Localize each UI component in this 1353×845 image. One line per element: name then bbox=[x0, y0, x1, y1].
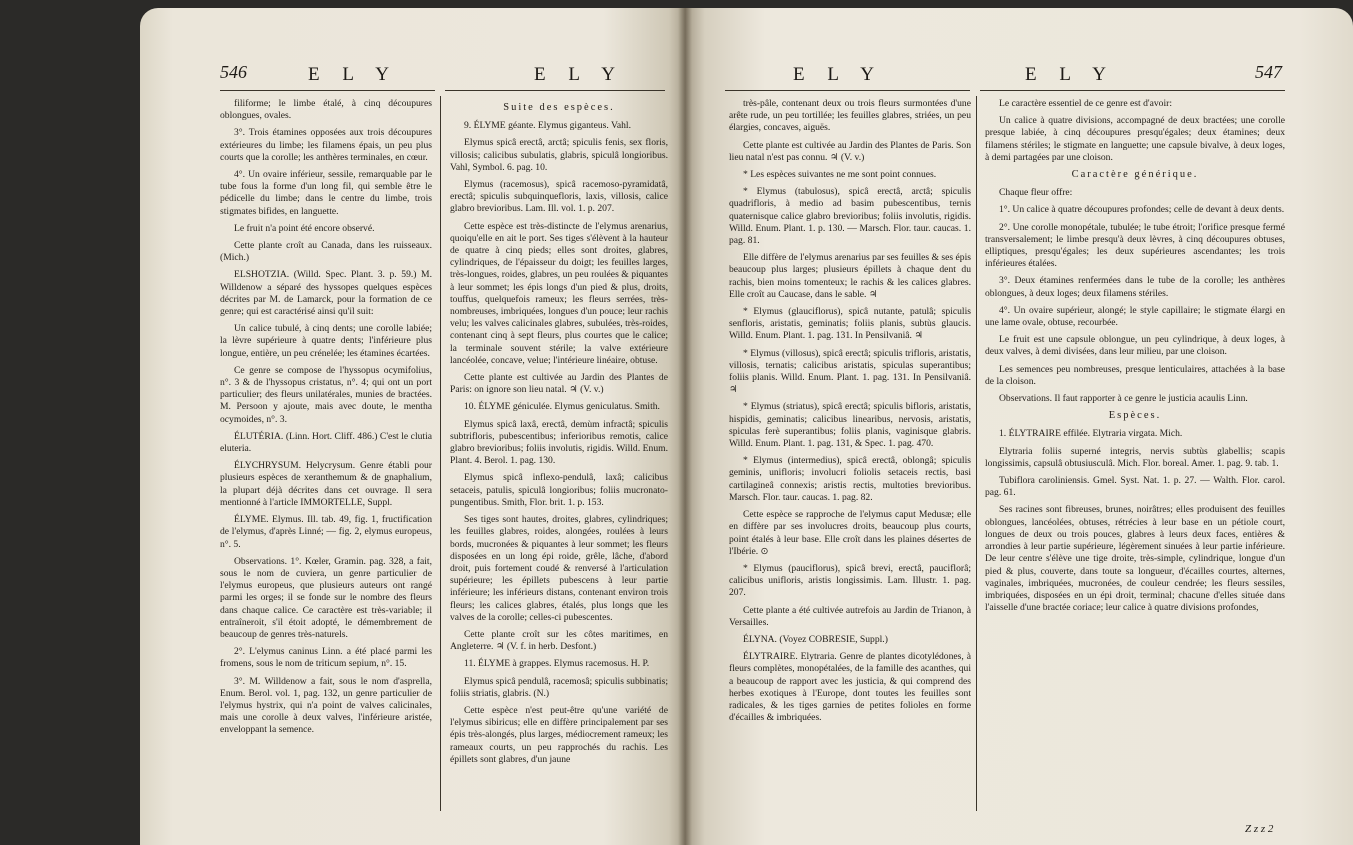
paragraph: Cette plante est cultivée au Jardin des Plantes de Paris. Son lieu natal n'est pas connu. ♃ (V. v.) bbox=[729, 139, 971, 163]
text-column-1 bbox=[220, 98, 432, 742]
paragraph: ÉLYME. Elymus. Ill. tab. 49, fig. 1, fructification de l'elymus, d'après Linné; — fig. 2, elymus europeus, n°. 5. bbox=[220, 514, 432, 550]
paragraph: Le caractère essentiel de ce genre est d'avoir: bbox=[999, 98, 1172, 109]
paragraph: 9. ÉLYME géante. Elymus giganteus. Vahl. bbox=[464, 120, 631, 132]
paragraph: ÉLYNA. (Voyez COBRESIE, Suppl.) bbox=[743, 633, 888, 645]
paragraph: Elymus spicâ pendulâ, racemosâ; spiculis subbinatis; foliis striatis, glabris. (N.) bbox=[450, 675, 668, 699]
paragraph: 2°. Une corolle monopétale, tubulée; le tube étroit; l'orifice presque fermé transversalement; le limbe presqu'à deux lèvres, à cinq découpures obtuses, elliptiques, presqu'égales; les deux supérieures ascendantes; les trois inférieures étalées. bbox=[985, 221, 1285, 270]
paragraph: Elymus spicâ inflexo-pendulâ, laxâ; calicibus setaceis, patulis, spiculâ longioribus; foliis mucronato-pungentibus. Smith, Flor. brit. 1. p. 153. bbox=[450, 472, 668, 508]
header-rule bbox=[725, 90, 970, 91]
section-heading: Caractère générique. bbox=[1071, 169, 1199, 181]
running-head-left-col: E L Y bbox=[308, 64, 399, 85]
paragraph: Chaque fleur offre: bbox=[999, 187, 1073, 199]
paragraph: Elymus spicâ laxâ, erectâ, demùm infractâ; spiculis subtrifloris, pubescentibus; inferioribus remotis, calice glabro brevioribus; foliis involutis, rigidis. Willd. Enum. Plant. 4. Berol. 1. pag. 130. bbox=[450, 418, 668, 467]
paragraph: * Elymus (striatus), spicâ erectâ; spiculis bifloris, aristatis, hispidis, geminatis; calicibus linearibus, nervosis, aristatis, spiculas ferè superantibus; foliis planis, vaginisque glabris. Willd. Enum. Plant. 1. pag. 131, & Spec. 1. pag. 470. bbox=[729, 401, 971, 450]
paragraph: Cette plante croît au Canada, dans les ruisseaux. (Mich.) bbox=[220, 240, 432, 264]
paragraph: 3°. M. Willdenow a fait, sous le nom d'asprella, Enum. Berol. vol. 1, pag. 132, un genre particulier de l'elymus hystrix, qui n'a point de valves calicinales, mais une corolle à deux valves, l'inférieure aristée, enveloppant la semence. bbox=[220, 675, 432, 736]
text-column-3 bbox=[729, 98, 971, 729]
header-rule bbox=[445, 90, 665, 91]
running-head-right-col: E L Y bbox=[1025, 64, 1116, 85]
paragraph: Le fruit n'a point été encore observé. bbox=[234, 222, 375, 234]
signature-mark: Z z z 2 bbox=[1245, 823, 1274, 835]
paragraph: Le fruit est une capsule oblongue, un peu cylindrique, à deux loges, à deux valves, à demi divisées, dans leur milieu, par une cloison. bbox=[985, 334, 1285, 358]
page-number-right: 547 bbox=[1255, 62, 1282, 82]
paragraph: Observations. Il faut rapporter à ce genre le justicia acaulis Linn. bbox=[999, 393, 1248, 405]
running-head-left-col: E L Y bbox=[793, 64, 884, 85]
column-divider bbox=[976, 96, 977, 811]
paragraph: Ce genre se compose de l'hyssopus ocymifolius, n°. 3 & de l'hyssopus cristatus, n°. 4; qui ont un port particulier; des fleurs unilatérales, munies de bractées. M. Persoon y ajoute, mais avec doute, le mentha ocymoides, n°. 3. bbox=[220, 364, 432, 425]
paragraph: Cette plante est cultivée au Jardin des Plantes de Paris: on ignore son lieu natal. ♃ (V. v.) bbox=[450, 372, 668, 396]
paragraph: Cette espèce est très-distincte de l'elymus arenarius, quoiqu'elle en ait le port. Ses tiges s'élèvent à la hauteur de quatre à cinq pieds; elles sont droites, glabres, cylindriques, de l'épaisseur du doigt; les feuilles larges, très-longues, roides, glabres, un peu roulées & piquantes à leur sommet; les épis longs d'un pied & plus, droits, touffus, quelquefois rameux; les fleurs serrées, très-nombreuses, imbriquées, longues d'un pouce; leur rachis velu; les valves calicinales glabres, subulées, très-roides, contenant cinq à sept fleurs, plus courtes que le calice; la terminale souvent stérile; la valve extérieure lancéolée, concave, velue; l'intérieure linéaire, obtuse. bbox=[450, 220, 668, 366]
paragraph: 1°. Un calice à quatre découpures profondes; celle de devant à deux dents. bbox=[999, 204, 1285, 216]
paragraph: 10. ÉLYME géniculée. Elymus geniculatus. Smith. bbox=[464, 401, 660, 413]
paragraph: * Elymus (glauciflorus), spicâ nutante, patulâ; spiculis senfloris, aristatis, geminatis; foliis planis, subtùs glaucis. Willd. Enum. Plant. 1. pag. 131. In Pensilvaniâ. ♃ bbox=[729, 306, 971, 342]
paragraph: Elytraria foliis superné integris, nervis subtùs glabellis; scapis longissimis, capsulâ obtusiusculâ. Mich. Flor. boreal. Amer. 1. pag. 9. tab. 1. bbox=[985, 445, 1285, 469]
section-heading: Espèces. bbox=[1108, 410, 1162, 422]
paragraph: ÉLYCHRYSUM. Helycrysum. Genre établi pour plusieurs espèces de xeranthemum & de gnaphalium, la plupart déjà décrites dans cet ouvrage. Il sera mentionné à l'article IMMORTELLE, Suppl. bbox=[220, 460, 432, 508]
left-page bbox=[140, 8, 685, 845]
paragraph: 3°. Deux étamines renfermées dans le tube de la corolle; les anthères oblongues, à deux loges; deux filamens stériles. bbox=[985, 275, 1285, 299]
page-number-left: 546 bbox=[220, 62, 247, 82]
paragraph: Ses tiges sont hautes, droites, glabres, cylindriques; les feuilles glabres, roides, alongées, roulées à leurs bords, mucronées & piquantes à leur sommet; les fleurs disposées en un long épi roide, grêle, lâche, d'abord droit, puis fortement coudé & renversé à l'articulation supérieure; les épillets pubescens à leur partie inférieure; les inférieurs distans, contenant environ trois fleurs; les calices glabres, étalés, plus longs que les valves de la corolle; celles-ci pubescentes. bbox=[450, 514, 668, 623]
paragraph: 1. ÉLYTRAIRE effilée. Elytraria virgata. Mich. bbox=[999, 428, 1183, 440]
paragraph: 4°. Un ovaire supérieur, alongé; le style capillaire; le stigmate élargi en une lame ovale, obtuse, recourbée. bbox=[985, 304, 1285, 329]
paragraph: Cette espèce n'est peut-être qu'une variété de l'elymus sibiricus; elle en diffère principalement par ses épis très-alongés, plus larges, médiocrement rameux; les rameaux courts, un peu rapprochés du rachis. Les épillets sont glabres, d'un jaune bbox=[450, 704, 668, 765]
paragraph: ÉLUTÉRIA. (Linn. Hort. Cliff. 486.) C'est le clutia eluteria. bbox=[220, 430, 432, 455]
header-rule bbox=[220, 90, 435, 91]
paragraph: Elle diffère de l'elymus arenarius par ses feuilles & ses épis beaucoup plus larges; plusieurs épillets à chaque dent du rachis, bien moins tomenteux; le rachis & les calices glabres. Elle croît au Caucase, dans le sable. ♃ bbox=[729, 252, 971, 300]
paragraph: Cette plante a été cultivée autrefois au Jardin de Trianon, à Versailles. bbox=[729, 604, 971, 628]
paragraph: 4°. Un ovaire inférieur, sessile, remarquable par le tube fous la forme d'un long fil, qui semble être le pédicelle du limbe; dans le centre du limbe, trois stigmates bifides, en languette. bbox=[220, 169, 432, 217]
paragraph: Cette plante croît sur les côtes maritimes, en Angleterre. ♃ (V. f. in herb. Desfont.) bbox=[450, 628, 668, 653]
paragraph: ÉLYTRAIRE. Elytraria. Genre de plantes dicotylédones, à fleurs complètes, monopétalées, de la famille des acanthes, qui a beaucoup de rapport avec les justicia, & qui comprend des herbes exotiques à l'Europe, dont toutes les feuilles sont radicales, & les tiges garnies de petites folioles en forme d'écailles & imbriquées. bbox=[729, 651, 971, 724]
paragraph: * Elymus (pauciflorus), spicâ brevi, erectâ, pauciflorâ; calicibus unifloris, aristis longissimis. Lam. Illustr. 1. pag. 207. bbox=[729, 562, 971, 599]
paragraph: Elymus (racemosus), spicâ racemoso-pyramidatâ, erectâ; spiculis subquinquefloris, laxis, villosis, calice glabro brevioribus. Lam. Ill. vol. 1. p. 207. bbox=[450, 179, 668, 215]
paragraph: * Elymus (villosus), spicâ erectâ; spiculis trifloris, aristatis, villosis, ternatis; calicibus aristatis, spiculas superantibus; foliis planis. Willd. Enum. Plant. 1. pag. 131. In Pensilvaniâ. ♃ bbox=[729, 347, 971, 396]
header-rule bbox=[980, 90, 1285, 91]
paragraph: Tubiflora caroliniensis. Gmel. Syst. Nat. 1. p. 27. — Walth. Flor. carol. pag. 61. bbox=[985, 475, 1285, 499]
paragraph: 11. ÉLYME à grappes. Elymus racemosus. H. P. bbox=[464, 658, 650, 670]
paragraph: ELSHOTZIA. (Willd. Spec. Plant. 3. p. 59.) M. Willdenow a séparé des hyssopes quelques espèces décrites par M. de Lamarck, pour la formation de ce genre; qui est caractérisé ainsi qu'il suit: bbox=[220, 269, 432, 318]
paragraph: * Les espèces suivantes ne me sont point connues. bbox=[743, 169, 937, 181]
running-head-right-col: E L Y bbox=[534, 64, 625, 85]
column-divider bbox=[440, 96, 441, 811]
paragraph: 3°. Trois étamines opposées aux trois découpures extérieures du limbe; les filamens épais, un peu plus courts que la corolle; les anthères terminales, en cœur. bbox=[220, 127, 432, 163]
paragraph: 2°. L'elymus caninus Linn. a été placé parmi les fromens, sous le nom de triticum sepium, n°. 15. bbox=[220, 646, 432, 670]
paragraph: Un calice à quatre divisions, accompagné de deux bractées; une corolle presque labiée, à cinq découpures presqu'égales; deux étamines; deux filamens stériles; le stigmate en languette; une capsule bivalve, à deux loges, à demi partagées par une cloison. bbox=[985, 115, 1285, 163]
paragraph: Observations. 1°. Kœler, Gramin. pag. 328, a fait, sous le nom de cuviera, un genre particulier de l'elymus europeus, que plusieurs auteurs ont rangé parmi les orges; il se fonde sur le nombre des fleurs dans chaque calice. Ce caractère est très-variable; il entraîneroit, s'il étoit adopté, le démembrement de beaucoup de genres très-naturels. bbox=[220, 555, 432, 640]
paragraph: * Elymus (intermedius), spicâ erectâ, oblongâ; spiculis geminis, unifloris; involucri foliolis setaceis rectis, basi cartilagineâ connexis; aristis rectis, multoties brevioribus. Marsch. Flor. taur. caucas. 1. pag. 82. bbox=[729, 455, 971, 503]
open-book bbox=[140, 8, 1353, 845]
paragraph: Elymus spicâ erectâ, arctâ; spiculis fenis, sex floris, villosis; calicibus subulatis, glabris, spiculâ longioribus. Vahl, Symbol. 6. pag. 10. bbox=[450, 137, 668, 173]
paragraph: Les semences peu nombreuses, presque lenticulaires, attachées à la base de la cloison. bbox=[985, 363, 1285, 387]
text-column-4 bbox=[985, 98, 1285, 619]
paragraph: Ses racines sont fibreuses, brunes, noirâtres; elles produisent des feuilles oblongues, lancéolées, obtuses, rétrécies à leur base en un pétiole court, longues de deux ou trois pouces, glabres à leurs deux faces, entières & arrondies à leur partie supérieure, légèrement sinuées à leur partie inférieure. De leur centre s'élève une tige droite, très-simple, cylindrique, longue d'un pied & plus, couverte, dans toute sa longueur, d'écailles courtes, alternes, vaginales, imbriquées, mucronées, de couleur cendrée; les fleurs sessiles, imbriquées, disposées en un épi droit, terminal; chacune d'elles située dans l'aisselle d'une bractée coriace; leur calice à quatre divisions profondes, bbox=[985, 504, 1285, 614]
paragraph: Un calice tubulé, à cinq dents; une corolle labiée; la lèvre supérieure à quatre dents; l'inférieure plus longue, entière, un peu crénelée; les étamines écartées. bbox=[220, 323, 432, 359]
paragraph: filiforme; le limbe étalé, à cinq découpures oblongues, ovales. bbox=[220, 98, 432, 122]
right-page bbox=[685, 8, 1353, 845]
paragraph: Cette espèce se rapproche de l'elymus caput Medusæ; elle en diffère par ses involucres droits, beaucoup plus courts, point étalés à leur base. Elle croît dans les plaines désertes de l'Ibérie. ⊙ bbox=[729, 509, 971, 557]
paragraph: très-pâle, contenant deux ou trois fleurs surmontées d'une arête rude, un peu tortillée; les feuilles glabres, striées, un peu élargies, concaves, aiguës. bbox=[729, 98, 971, 134]
section-heading: Suite des espèces. bbox=[503, 102, 615, 113]
paragraph: * Elymus (tabulosus), spicâ erectâ, arctâ; spiculis quadrifloris, à medio ad basim pubescentibus, ternis quaternisque calice glabro brevioribus; foliis involutis, rigidis. Willd. Enum. Plant. 1. p. 130. — Marsch. Flor. taur. caucas. 1. pag. 81. bbox=[729, 186, 971, 247]
book-gutter bbox=[678, 8, 692, 845]
text-column-2 bbox=[450, 98, 668, 771]
